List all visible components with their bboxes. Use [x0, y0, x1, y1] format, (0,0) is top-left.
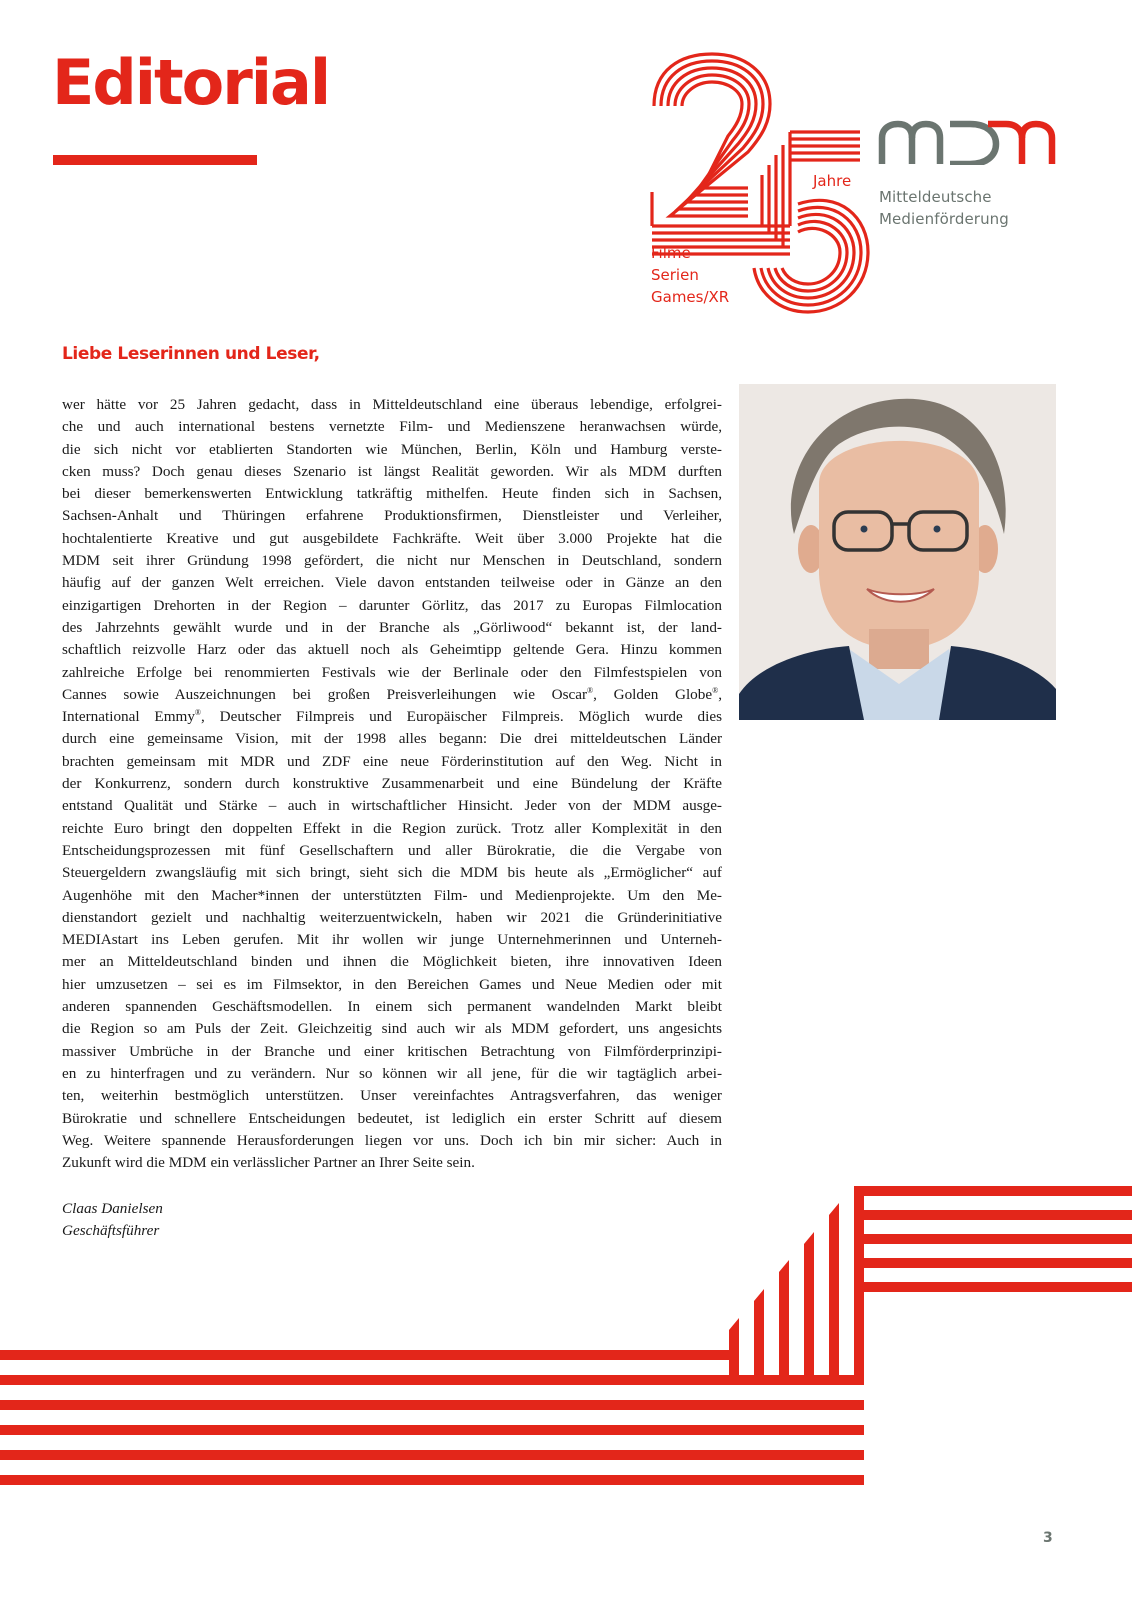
body-line: anderen spannenden Geschäftsmodellen. In einem sich permanent wandelnden Markt bleibt — [62, 998, 722, 1016]
body-line: die sich nicht vor etablierten Standorten wie München, Berlin, Köln und Hamburg verste- — [62, 440, 722, 458]
stripe — [0, 1400, 864, 1410]
body-line: reichte Euro bringt den doppelten Effekt in die Region zurück. Trotz aller Komplexität in den — [62, 819, 722, 837]
body-line: schaftlich reizvolle Harz oder das aktuell noch als Geheimtipp geltende Gera. Hinzu kommen — [62, 641, 722, 659]
letter-greeting: Liebe Leserinnen und Leser, — [62, 344, 320, 364]
body-line: häufig auf der ganzen Welt erreichen. Viele davon entstanden teilweise oder in Gänze an den — [62, 574, 722, 592]
title-underline — [53, 155, 257, 165]
stripe — [804, 1232, 814, 1384]
stripe — [854, 1234, 1132, 1244]
body-line: einzigartigen Drehorten in der Region – darunter Görlitz, das 2017 zu Europas Filmlocation — [62, 596, 722, 614]
body-line: der Konkurrenz, sondern durch konstruktive Zusammenarbeit und eine Bündelung der Kräfte — [62, 775, 722, 793]
logo-digit-5 — [754, 132, 868, 312]
body-line: Entscheidungsprozessen mit fünf Gesellschaftern und aller Bürokratie, die die Vergabe von — [62, 841, 722, 859]
body-line: Augenhöhe mit den Macher*innen der unterstützten Film- und Medienprojekte. Um den Me- — [62, 886, 722, 904]
stripe — [0, 1350, 739, 1360]
body-line: brachten gemeinsam mit MDR und ZDF eine neue Förderinstitution auf den Weg. Nicht in — [62, 752, 722, 770]
body-line: bei dieser bemerkenswerten Entwicklung tatkräftig mithelfen. Heute finden sich in Sachsen, — [62, 485, 722, 503]
body-line: durch eine gemeinsame Vision, mit der 1998 alles begann: Die drei mitteldeutschen Länder — [62, 730, 722, 748]
stripe — [754, 1289, 764, 1384]
stripe — [854, 1186, 1132, 1196]
body-line: Zukunft wird die MDM ein verlässlicher Partner an Ihrer Seite sein. — [62, 1154, 475, 1172]
stripe — [0, 1475, 864, 1485]
body-line: ten, weiterhin bestmöglich unterstützen. Unser vereinfachtes Antragsverfahren, das weniger — [62, 1087, 722, 1105]
logo-label-jahre: Jahre — [813, 172, 852, 190]
letter-body — [62, 394, 722, 1174]
body-line: MEDIAstart ins Leben gerufen. Mit ihr wollen wir junge Unternehmerinnen und Unterneh- — [62, 931, 722, 949]
stripe — [854, 1186, 864, 1384]
stripe — [829, 1203, 839, 1384]
body-line: zahlreiche Erfolge bei renommierten Festivals wie der Berlinale oder den Filmfestspielen von — [62, 663, 722, 681]
body-line: Sachsen-Anhalt und Thüringen erfahrene Produktionsfirmen, Dienstleister und Verleiher, — [62, 507, 722, 525]
body-line: Bürokratie und schnellere Entscheidungen bedeutet, ist lediglich ein erster Schritt auf diesem — [62, 1109, 722, 1127]
stripe — [854, 1210, 1132, 1220]
mdm-subtitle-line1: Mitteldeutsche — [879, 188, 992, 206]
body-line: des Jahrzehnts gewählt wurde und in der Branche als „Görliwood“ bekannt ist, der land- — [62, 618, 722, 636]
stripe — [0, 1450, 864, 1460]
body-line: che und auch international bestens vernetzte Film- und Medienszene heranwachsen würde, — [62, 418, 722, 436]
page-number: 3 — [1043, 1530, 1053, 1546]
stripe — [854, 1282, 1132, 1292]
body-line: Weg. Weitere spannende Herausforderungen liegen vor uns. Doch ich bin mir sicher: Auch in — [62, 1131, 722, 1149]
body-line: cken muss? Doch genau dieses Szenario ist längst Realität geworden. Wir als MDM durften — [62, 462, 722, 480]
body-line: wer hätte vor 25 Jahren gedacht, dass in Mitteldeutschland eine überaus lebendige, erfolgrei- — [62, 396, 722, 413]
mdm-logo — [878, 120, 1058, 165]
body-line: massiver Umbrüche in der Branche und einer kritischen Betrachtung von Filmförderprinzipi- — [62, 1042, 722, 1060]
registered-mark: ® — [194, 708, 201, 718]
body-line: MDM seit ihrer Gründung 1998 gefördert, die nicht nur Menschen in Deutschland, sondern — [62, 552, 722, 570]
stripe — [0, 1375, 864, 1385]
registered-mark: ® — [712, 685, 719, 695]
logo-label-games: Games/XR — [651, 288, 730, 306]
body-line: dienstandort gezielt und nachhaltig weiterzuentwickeln, haben wir 2021 die Gründerinitiative — [62, 908, 722, 926]
body-line: International Emmy®, Deutscher Filmpreis und Europäischer Filmpreis. Möglich wurde dies — [62, 708, 722, 726]
body-line: en zu hinterfragen und zu verändern. Nur so können wir all jene, für die wir tagtäglich arbei- — [62, 1064, 722, 1082]
body-line: Cannes sowie Auszeichnungen bei großen Preisverleihungen wie Oscar®, Golden Globe®, — [62, 685, 722, 703]
portrait-photo — [739, 384, 1056, 720]
registered-mark: ® — [587, 685, 594, 695]
page-title: Editorial — [52, 46, 330, 119]
body-line: Steuergeldern zwangsläufig mit sich bringt, sieht sich die MDM bis heute als „Ermöglicher“ auf — [62, 864, 722, 882]
logo-label-serien: Serien — [651, 266, 699, 284]
stripe — [0, 1425, 864, 1435]
body-line: entstand Qualität und Stärke – auch in wirtschaftlicher Hinsicht. Jeder von der MDM ausge- — [62, 797, 722, 815]
stripe — [779, 1260, 789, 1384]
signature-title: Geschäftsführer — [62, 1222, 160, 1240]
decorative-stripes — [0, 1150, 1132, 1530]
stripe — [854, 1258, 1132, 1268]
body-line: hochtalentierte Kreative und gut ausgebildete Fachkräfte. Weit über 3.000 Projekte hat die — [62, 529, 722, 547]
body-line: die Region so am Puls der Zeit. Gleichzeitig sind auch wir als MDM gefordert, uns angesichts — [62, 1020, 722, 1038]
portrait-face — [819, 441, 979, 649]
logo-digit-2 — [652, 54, 790, 254]
logo-label-filme: Filme — [651, 244, 691, 262]
signature-name: Claas Danielsen — [62, 1200, 163, 1217]
mdm-subtitle-line2: Medienförderung — [879, 210, 1009, 228]
body-line: mer an Mitteldeutschland binden und ihnen die Möglichkeit bieten, ihre innovativen Ideen — [62, 953, 722, 971]
body-line: hier umzusetzen – sei es im Filmsektor, in den Bereichen Games und Neue Medien oder mit — [62, 975, 722, 993]
